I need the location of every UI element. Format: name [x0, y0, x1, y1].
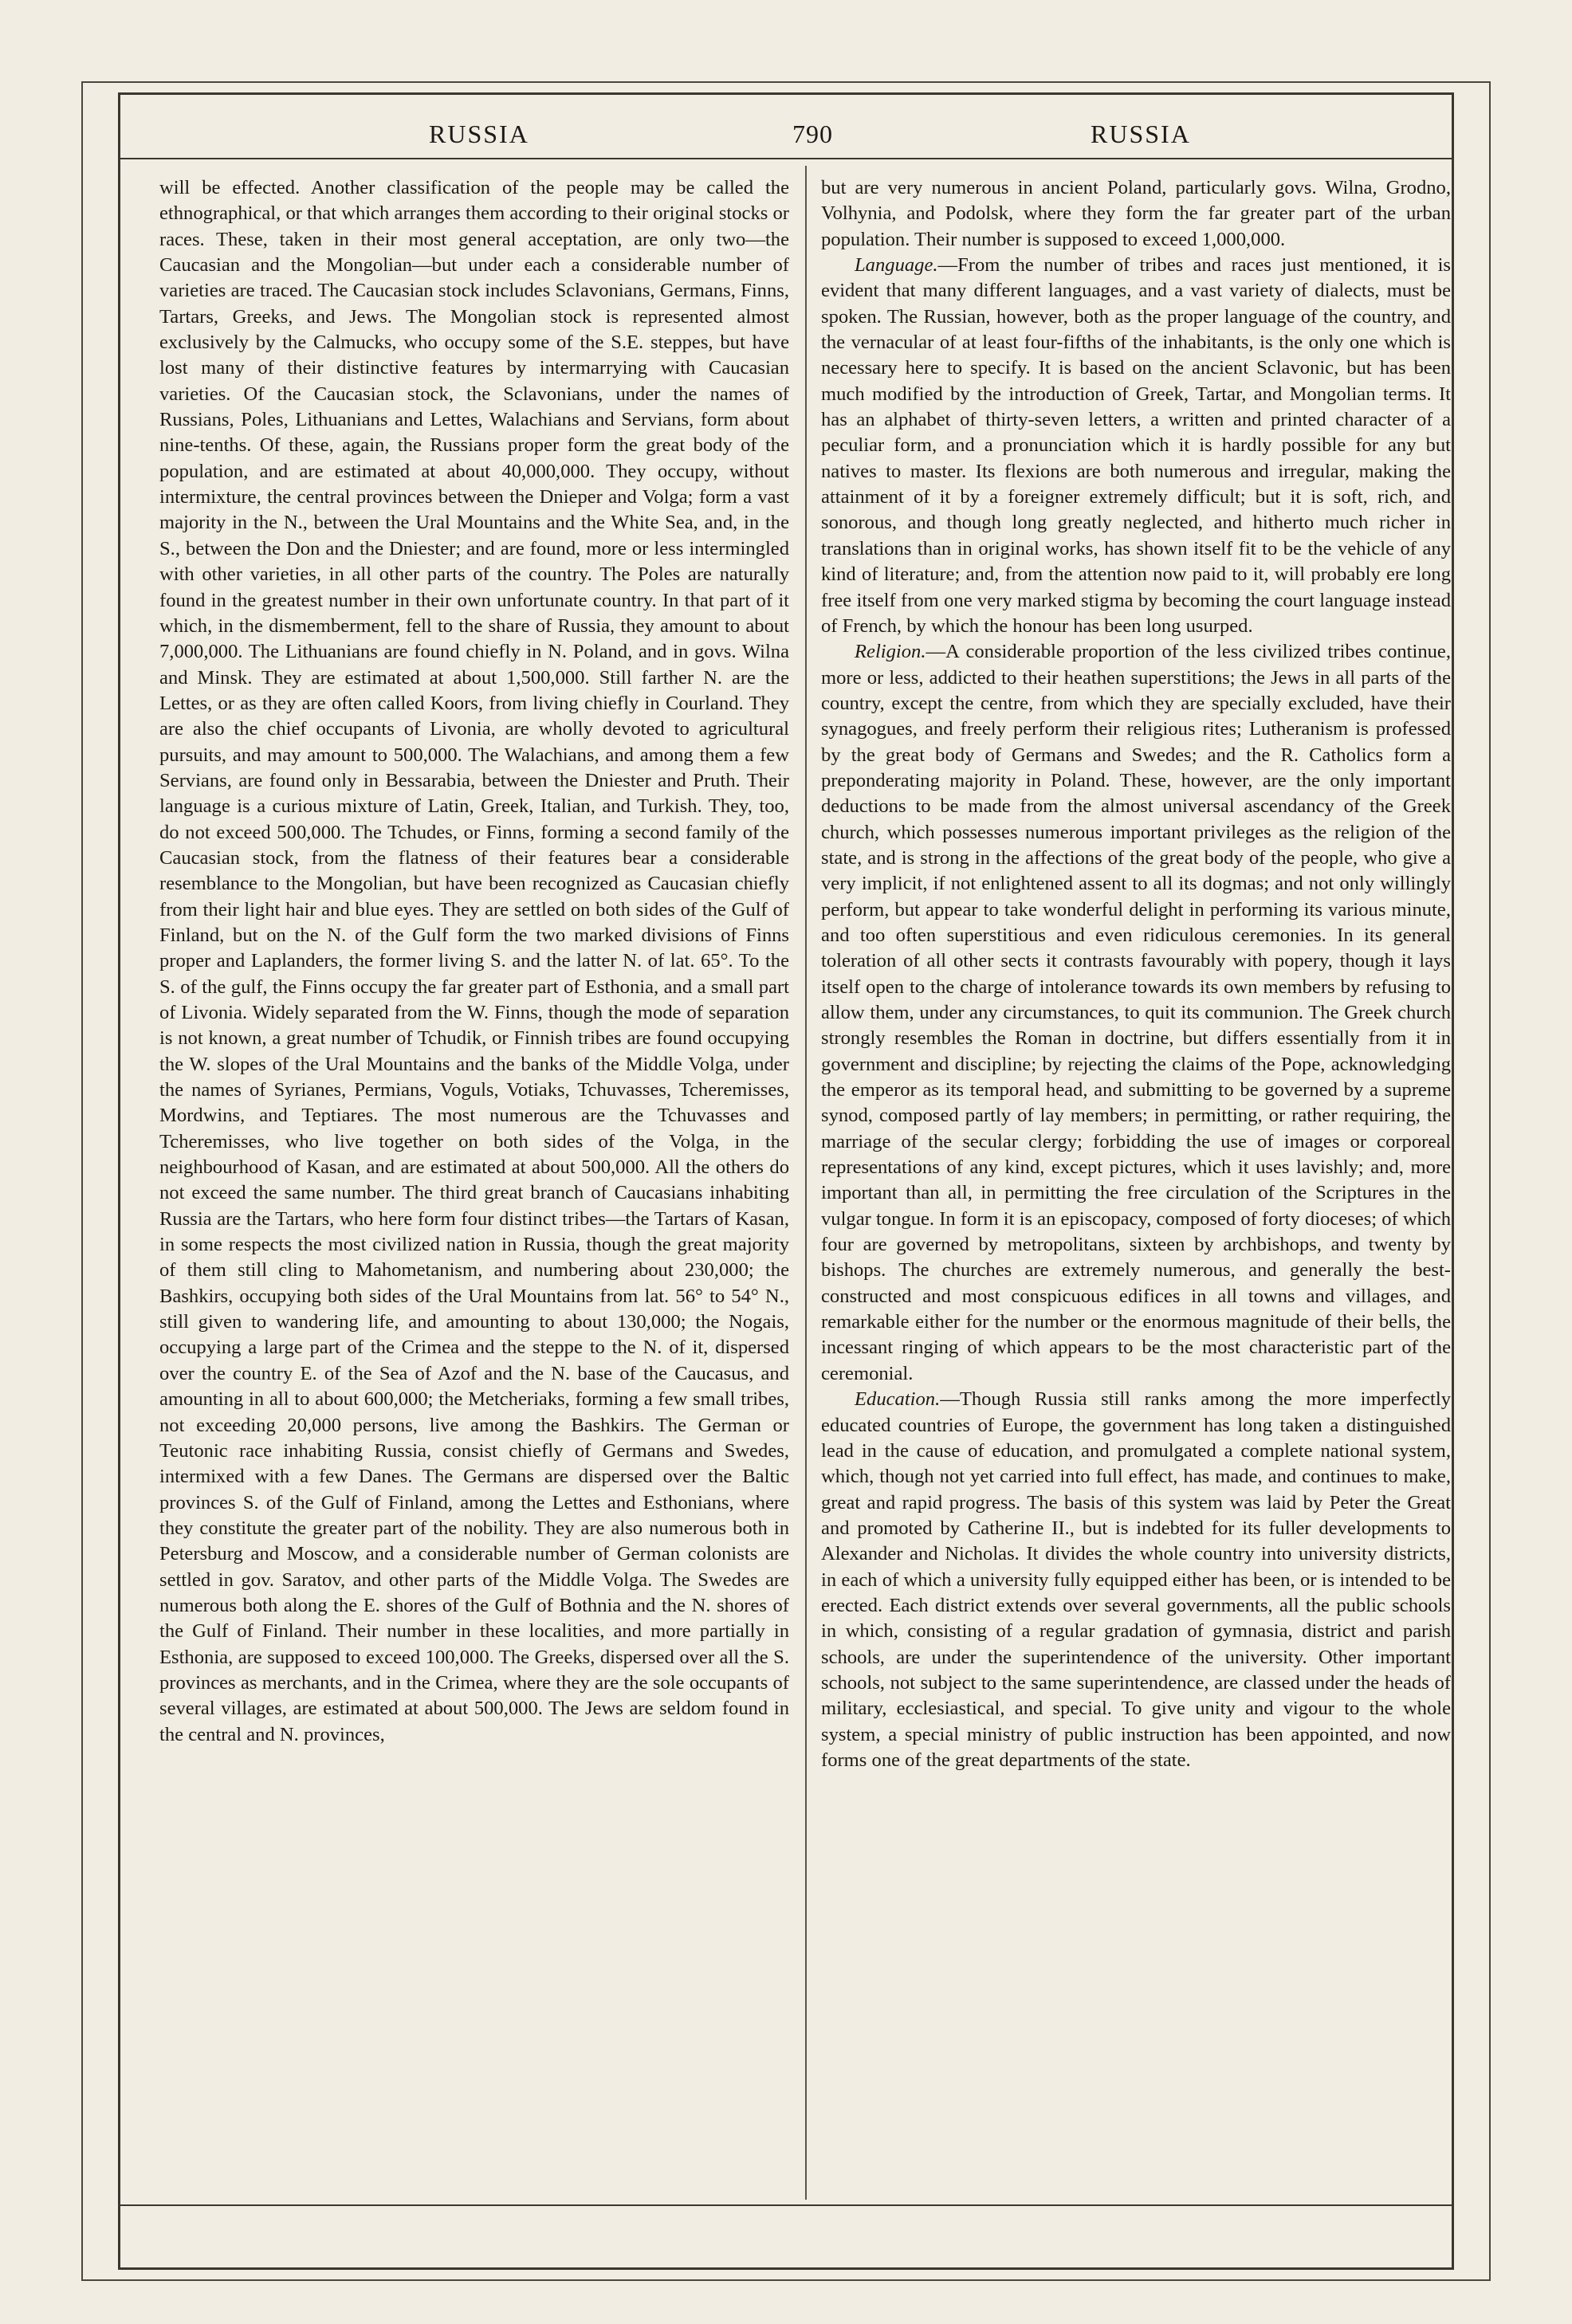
ethnography-paragraph: will be effected. Another classification of the people may be called the ethnographical, or that which arranges them according to their original stocks or races. These, taken in their most general acceptation, are only two—the Caucasian and the Mongolian—but under each a considerable number of varieties are traced. The Caucasian stock includes Sclavonians, Germans, Finns, Tartars, Greeks, and Jews. The Mongolian stock is represented almost exclusively by the Calmucks, who occupy some of the S.E. steppes, but have lost many of their distinctive features by intermarrying with Caucasian varieties. Of the Caucasian stock, the Sclavonians, under the names of Russians, Poles, Lithuanians and Lettes, Walachians and Servians, form about nine-tenths. Of these, again, the Russians proper form the great body of the population, and are estimated at about 40,000,000. They occupy, without intermixture, the central provinces between the Dnieper and Volga; form a vast majority in the N., between the Ural Mountains and the White Sea, and, in the S., between the Don and the Dniester; and are found, more or less intermingled with other varieties, in all other parts of the country. The Poles are naturally found in the greatest number in their own unfortunate country. In that part of it which, in the dismemberment, fell to the share of Russia, they amount to about 7,000,000. The Lithuanians are found chiefly in N. Poland, and in govs. Wilna and Minsk. They are estimated at about 1,500,000. Still farther N. are the Lettes, or as they are often called Koors, from living chiefly in Courland. They are also the chief occupants of Livonia, are wholly devoted to agricultural pursuits, and may amount to 500,000. The Walachians, and among them a few Servians, are found only in Bessarabia, between the Dniester and Pruth. Their language is a curious mixture of Latin, Greek, Italian, and Turkish. They, too, do not exceed 500,000. The Tchudes, or Finns, forming a second family of the Caucasian stock, from the flatness of their features bear a considerable resemblance to the Mongolian, but have been recognized as Caucasian chiefly from their light hair and blue eyes. They are settled on both sides of the Gulf of Finland, but on the N. of the Gulf form the two marked divisions of Finns proper and Laplanders, the former living S. and the latter N. of lat. 65°. To the S. of the gulf, the Finns occupy the far greater part of Esthonia, and a small part of Livonia. Widely separated from the W. Finns, though the mode of separation is not known, a great number of Tchudik, or Finnish tribes are found occupying the W. slopes of the Ural Mountains and the banks of the Middle Volga, under the names of Syrianes, Permians, Voguls, Votiaks, Tchuvasses, Tcheremisses, Mordwins, and Teptiares. The most numerous are the Tchuvasses and Tcheremisses, who live together on both sides of the Volga, in the neighbourhood of Kasan, and are estimated at about 500,000. All the others do not exceed the same number. The third great branch of Caucasians inhabiting Russia are the Tartars, who here form four distinct tribes—the Tartars of Kasan, in some respects the most civilized nation in Russia, though the great majority of them still cling to Mahometanism, and numbering about 230,000; the Bashkirs, occupying both sides of the Ural Mountains from lat. 56° to 54° N., still given to wandering life, and amounting to about 130,000; the Nogais, occupying a large part of the Crimea and the steppe to the N. of it, dispersed over the country E. of the Sea of Azof and the N. base of the Caucasus, and amounting in all to about 600,000; the Metcheriaks, forming a few small tribes, not exceeding 20,000 persons, live among the Bashkirs. The German or Teutonic race inhabiting Russia, consist chiefly of Germans and Swedes, intermixed with a few Danes. The Germans are dispersed over the Baltic provinces S. of the Gulf of Finland, among the Lettes and Esthonians, where they constitute the greater part of the nobility. They are also numerous both in Petersburg and Moscow, and a considerable number of German colonists are settled in gov. Saratov, and other parts of the Middle Volga. The Swedes are numerous both along the E. shores of the Gulf of Bothnia and the N. shores of the Gulf of Finland. Their number in these localities, and more partially in Esthonia, are supposed to exceed 100,000. The Greeks, dispersed over all the S. provinces as merchants, and in the Crimea, where they are the sole occupants of several villages, are estimated at about 500,000. The Jews are seldom found in the central and N. provinces,	[159, 177, 789, 1745]
religion-heading: Religion.	[855, 641, 926, 663]
language-heading: Language.	[855, 254, 938, 277]
religion-text: —A considerable proportion of the less civilized tribes continue, more or less, addicted to their heathen superstitions; the Jews in all parts of the country, except the centre, from which they are specially excluded, have their synagogues, and freely perform their religious rites; Lutheranism is professed by the great body of Germans and Swedes; and the R. Catholics form a preponderating majority in Poland. These, however, are the only important deductions to be made from the almost universal ascendancy of the Greek church, which possesses numerous important privileges as the religion of the state, and is strong in the affections of the great body of the people, who give a very implicit, if not enlightened assent to all its dogmas; and not only willingly perform, but appear to take wonderful delight in performing its various minute, and too often superstitious and even ridiculous ceremonies. In its general toleration of all other sects it contrasts favourably with popery, though it lays itself open to the charge of intolerance towards its own members by refusing to allow them, under any circumstances, to quit its communion. The Greek church strongly resembles the Roman in doctrine, but differs essentially from it in government and discipline; by rejecting the claims of the Pope, acknowledging the emperor as its temporal head, and submitting to be governed by a supreme synod, composed partly of lay members; in permitting, or rather requiring, the marriage of the secular clergy; forbidding the use of images or corporeal representations of any kind, except pictures, which it uses lavishly; and, more important than all, in permitting the free circulation of the Scriptures in the vulgar tongue. In form it is an episcopacy, composed of forty dioceses; of which four are governed by metropolitans, sixteen by archbishops, and twenty by bishops. The churches are extremely numerous, and generally the best-constructed and most conspicuous edifices in all towns and villages, and remarkable either for the number or the enormous magnitude of their bells, the incessant ringing of which appears to be the most characteristic part of the ceremonial.	[821, 641, 1451, 1384]
left-column	[159, 175, 789, 2192]
page-number: 790	[792, 120, 833, 148]
header-rule	[120, 158, 1452, 159]
column-divider	[805, 166, 807, 2200]
religion-section	[821, 639, 1451, 1387]
header-left-title: RUSSIA	[429, 120, 529, 148]
jews-continuation-paragraph: but are very numerous in ancient Poland, particularly govs. Wilna, Grodno, Volhynia, and Podolsk, where they form the far greater part of the urban population. Their number is supposed to exceed 1,000,000.	[821, 177, 1451, 250]
education-heading: Education.	[855, 1388, 941, 1411]
education-text: —Though Russia still ranks among the more imperfectly educated countries of Europe, the government has long taken a distinguished lead in the cause of education, and promulgated a complete national system, which, though not yet carried into full effect, has made, and continues to make, great and rapid progress. The basis of this system was laid by Peter the Great and promoted by Catherine II., but is indebted for its fuller developments to Alexander and Nicholas. It divides the whole country into university districts, in each of which a university fully equipped either has been, or is intended to be erected. Each district extends over several governments, all the public schools in which, consisting of a regular gradation of gymnasia, district and parish schools, are under the superintendence of the university. Other important schools, not subject to the same superintendence, are classed under the heads of military, ecclesiastical, and special. To give unity and vigour to the whole system, a special ministry of public instruction has been appointed, and now forms one of the great departments of the state.	[821, 1388, 1451, 1771]
header-right-title: RUSSIA	[1091, 120, 1191, 148]
footer-rule	[120, 2204, 1452, 2206]
right-column	[821, 175, 1451, 2192]
running-header	[120, 120, 1452, 156]
education-section	[821, 1387, 1451, 1773]
language-section	[821, 253, 1451, 639]
language-text: —From the number of tribes and races just mentioned, it is evident that many different languages, and a vast variety of dialects, must be spoken. The Russian, however, both as the proper language of the country, and the vernacular of at least four-fifths of the inhabitants, is the only one which is necessary here to specify. It is based on the ancient Sclavonic, but has been much modified by the introduction of Greek, Tartar, and Mongolian terms. It has an alphabet of thirty-seven letters, a written and printed character of a peculiar form, and a pronunciation which it is hardly possible for any but natives to master. Its flexions are both numerous and irregular, making the attainment of it by a foreigner extremely difficult; but it is soft, rich, and sonorous, and though long greatly neglected, and hitherto much richer in translations than in original works, has shown itself fit to be the vehicle of any kind of literature; and, from the attention now paid to it, will probably ere long free itself from one very marked stigma by becoming the court language instead of French, by which the honour has been long usurped.	[821, 254, 1451, 637]
